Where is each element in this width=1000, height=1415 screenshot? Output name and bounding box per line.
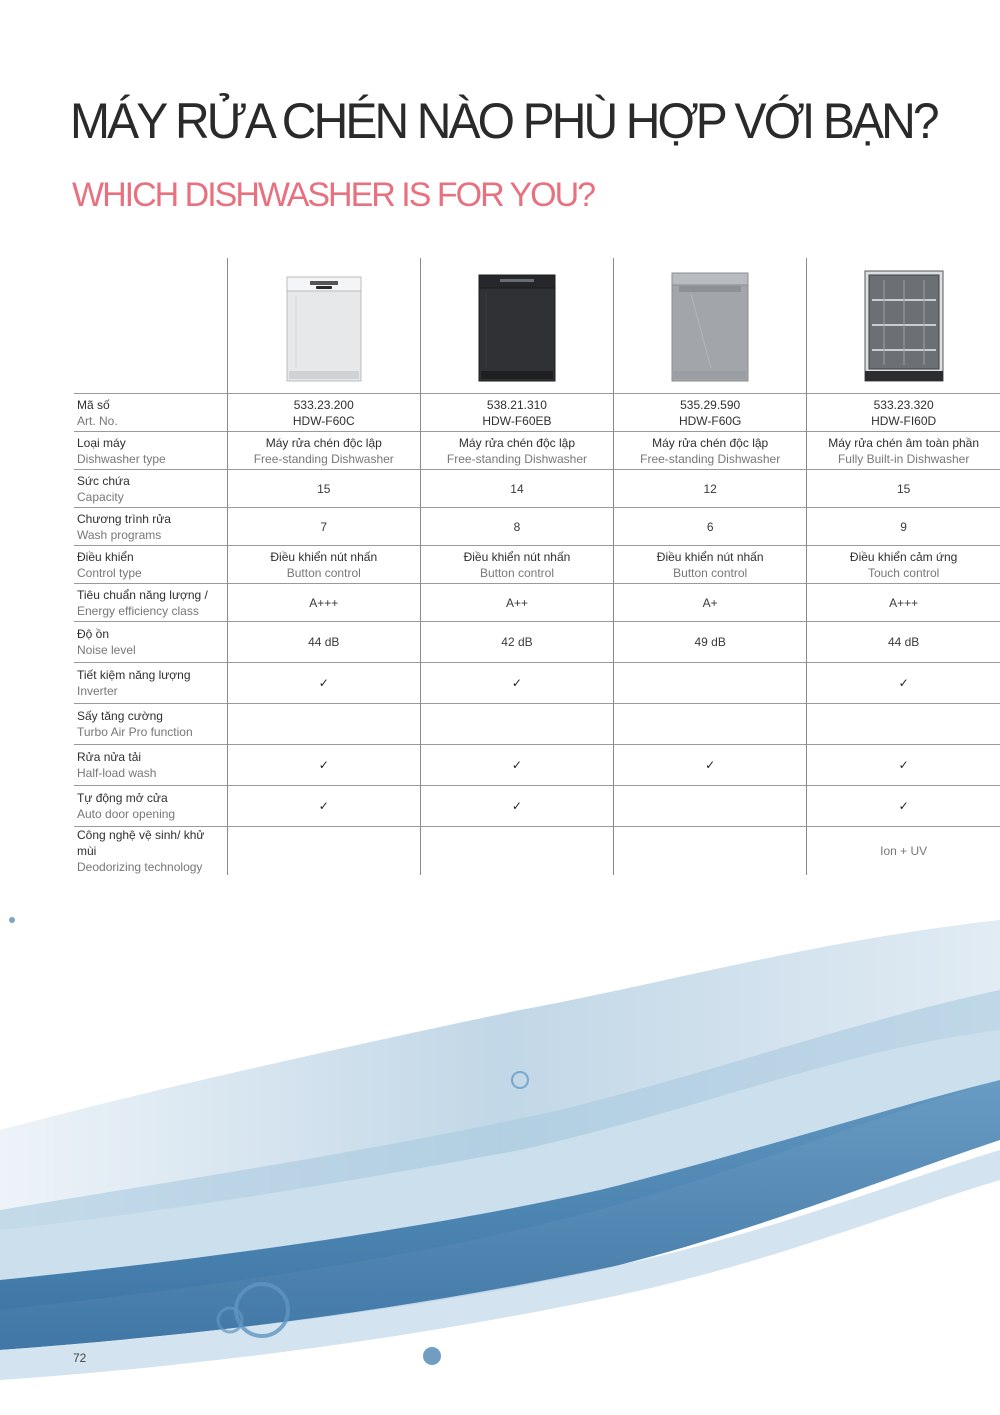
cell-type: Máy rửa chén độc lập Free-standing Dishwasher: [614, 432, 807, 470]
check-icon: ✓: [807, 663, 1000, 704]
check-icon: [614, 786, 807, 827]
row-label: Điều khiển Control type: [74, 546, 227, 584]
product-image-cell: [227, 258, 420, 394]
dishwasher-image-white: [286, 276, 362, 382]
row-label: Chương trình rửa Wash programs: [74, 508, 227, 546]
cell-type: Máy rửa chén âm toàn phần Fully Built-in Dishwasher: [807, 432, 1000, 470]
cell-capacity: 12: [614, 470, 807, 508]
cell-noise: 44 dB: [227, 622, 420, 663]
cell-programs: 8: [420, 508, 613, 546]
cell-type: Máy rửa chén độc lập Free-standing Dishwasher: [227, 432, 420, 470]
page-title: MÁY RỬA CHÉN NÀO PHÙ HỢP VỚI BẠN?: [70, 93, 937, 149]
row-label: Tự động mở cửa Auto door opening: [74, 786, 227, 827]
cell-programs: 6: [614, 508, 807, 546]
product-image-cell: [614, 258, 807, 394]
product-images-row: [74, 258, 1000, 394]
check-icon: [227, 704, 420, 745]
row-label: Loại máy Dishwasher type: [74, 432, 227, 470]
row-energy: [74, 584, 1000, 622]
dishwasher-image-silver: [671, 272, 749, 382]
check-icon: ✓: [227, 663, 420, 704]
cell-deodor: [614, 827, 807, 876]
check-icon: ✓: [614, 745, 807, 786]
page-subtitle: WHICH DISHWASHER IS FOR YOU?: [72, 176, 595, 214]
row-autodoor: [74, 786, 1000, 827]
row-label: Công nghệ vệ sinh/ khử mùi Deodorizing technology: [74, 827, 227, 876]
row-deodor: [74, 827, 1000, 876]
dishwasher-image-builtin: [864, 270, 944, 382]
cell-energy: A+++: [807, 584, 1000, 622]
cell-energy: A+++: [227, 584, 420, 622]
cell-programs: 7: [227, 508, 420, 546]
row-type: [74, 432, 1000, 470]
cell-deodor: [420, 827, 613, 876]
row-label: Tiêu chuẩn năng lượng / Energy efficiency class: [74, 584, 227, 622]
cell-control: Điều khiển nút nhấn Button control: [614, 546, 807, 584]
row-label: Tiết kiệm năng lượng Inverter: [74, 663, 227, 704]
cell-deodor: Ion + UV: [807, 827, 1000, 876]
check-icon: ✓: [227, 786, 420, 827]
row-control: [74, 546, 1000, 584]
cell-energy: A++: [420, 584, 613, 622]
row-label: Sức chứa Capacity: [74, 470, 227, 508]
cell-art-no: 538.21.310 HDW-F60EB: [420, 394, 613, 432]
cell-programs: 9: [807, 508, 1000, 546]
check-icon: [614, 663, 807, 704]
dishwasher-image-black: [478, 274, 556, 382]
check-icon: ✓: [420, 745, 613, 786]
cell-energy: A+: [614, 584, 807, 622]
check-icon: ✓: [420, 786, 613, 827]
cell-art-no: 533.23.320 HDW-FI60D: [807, 394, 1000, 432]
row-turbo: [74, 704, 1000, 745]
row-label: Sấy tăng cường Turbo Air Pro function: [74, 704, 227, 745]
check-icon: ✓: [807, 786, 1000, 827]
check-icon: ✓: [227, 745, 420, 786]
row-halfload: [74, 745, 1000, 786]
cell-noise: 42 dB: [420, 622, 613, 663]
cell-art-no: 533.23.200 HDW-F60C: [227, 394, 420, 432]
cell-noise: 49 dB: [614, 622, 807, 663]
cell-capacity: 14: [420, 470, 613, 508]
cell-deodor: [227, 827, 420, 876]
water-splash-image: [0, 880, 1000, 1415]
cell-capacity: 15: [807, 470, 1000, 508]
check-icon: ✓: [807, 745, 1000, 786]
cell-type: Máy rửa chén độc lập Free-standing Dishwasher: [420, 432, 613, 470]
check-icon: [614, 704, 807, 745]
cell-control: Điều khiển nút nhấn Button control: [420, 546, 613, 584]
product-image-cell: [807, 258, 1000, 394]
row-label: Độ ồn Noise level: [74, 622, 227, 663]
row-programs: [74, 508, 1000, 546]
row-capacity: [74, 470, 1000, 508]
row-noise: [74, 622, 1000, 663]
comparison-table: [74, 258, 1000, 875]
check-icon: [807, 704, 1000, 745]
cell-art-no: 535.29.590 HDW-F60G: [614, 394, 807, 432]
row-art-no: [74, 394, 1000, 432]
product-image-cell: [420, 258, 613, 394]
check-icon: [420, 704, 613, 745]
row-label: Rửa nửa tải Half-load wash: [74, 745, 227, 786]
cell-noise: 44 dB: [807, 622, 1000, 663]
cell-capacity: 15: [227, 470, 420, 508]
cell-control: Điều khiển cảm ứng Touch control: [807, 546, 1000, 584]
cell-control: Điều khiển nút nhấn Button control: [227, 546, 420, 584]
page-number: 72: [73, 1351, 87, 1365]
row-inverter: [74, 663, 1000, 704]
check-icon: ✓: [420, 663, 613, 704]
row-label: Mã số Art. No.: [74, 394, 227, 432]
